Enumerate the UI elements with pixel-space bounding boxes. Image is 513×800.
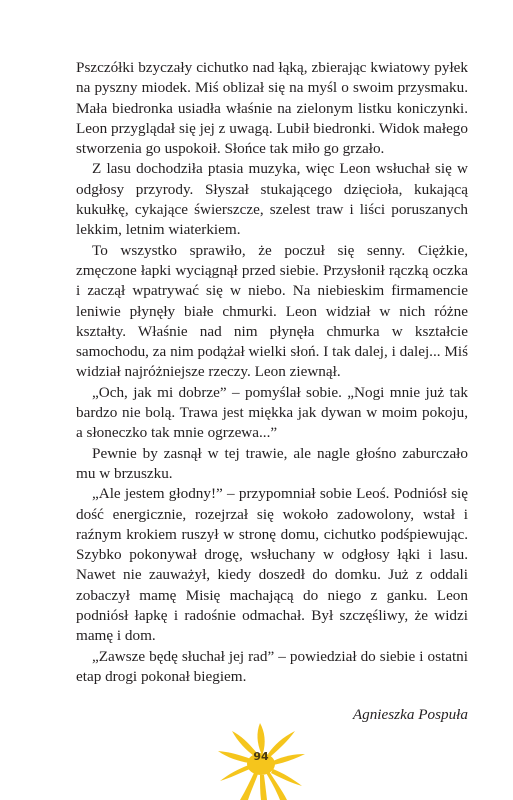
paragraph-7: „Zawsze będę słuchał jej rad” – powiedział do siebie i ostatni etap drogi pokonał biegiem. [76, 647, 468, 685]
story-text [76, 58, 468, 687]
paragraph-1: Pszczółki bzyczały cichutko nad łąką, zbierając kwiatowy pyłek na pyszny miodek. Miś oblizał się na myśl o swoim przysmaku. Mała biedronka usiadła właśnie na zielonym listku koniczynki. Leon przyglądał się jej z uwagą. Lubił biedronki. Widok małego stworzenia go uspokoił. Słońce tak miło go grzało. [76, 59, 468, 158]
ray-bottom [260, 775, 267, 800]
ray-right [273, 754, 305, 765]
author-signature: Agnieszka Pospuła [352, 706, 468, 723]
page-number: 94 [253, 750, 269, 763]
ray-top [257, 723, 264, 753]
paragraph-4: „Och, jak mi dobrze” – pomyślał sobie. „Nogi mnie już tak bardzo nie bolą. Trawa jest miękka jak dywan w moim pokoju, a słoneczko tak mnie ogrzewa...” [76, 383, 468, 442]
ray-lower-left [220, 765, 250, 781]
paragraph-5: Pewnie by zasnął w tej trawie, ale nagle głośno zaburczało mu w brzuszku. [76, 444, 468, 482]
paragraph-6: „Ale jestem głodny!” – przypomniał sobie Leoś. Podniósł się dość energicznie, rozejrzał się wokoło zadowolony, wstał i raźnym krokiem ruszył w stronę domu, cichutko podśpiewując. Szybko pokonywał drogę, wsłuchany w odgłosy łąki i lasu. Nawet nie zauważył, kiedy doszedł do domku. Już z oddali zobaczył mamę Misię machającą do niego z ganku. Leon podniósł łapkę i radośnie odmachał. Był szczęśliwy, że widzi mamę i dom. [76, 485, 468, 645]
paragraph-2: Z lasu dochodziła ptasia muzyka, więc Leon wsłuchał się w odgłosy przyrody. Słyszał stukającego dzięcioła, kukającą kukułkę, cykające świerszcze, szelest traw i liści poruszanych lekkim, letnim wiaterkiem. [76, 160, 468, 239]
paragraph-3: To wszystko sprawiło, że poczuł się senny. Ciężkie, zmęczone łapki wyciągnął przed siebie. Przysłonił rączką oczka i zaczął wpatrywać się w niebo. Na niebieskim firmamencie leniwie płynęły białe chmurki. Leon widział w nich różne kształty. Właśnie nad nim płynęła chmurka w kształcie samochodu, za nim podążał wielki słoń. I tak dalej, i dalej... Miś widział najróżniejsze rzeczy. Leon ziewnął. [76, 241, 468, 381]
ray-bottom-left [240, 773, 258, 800]
